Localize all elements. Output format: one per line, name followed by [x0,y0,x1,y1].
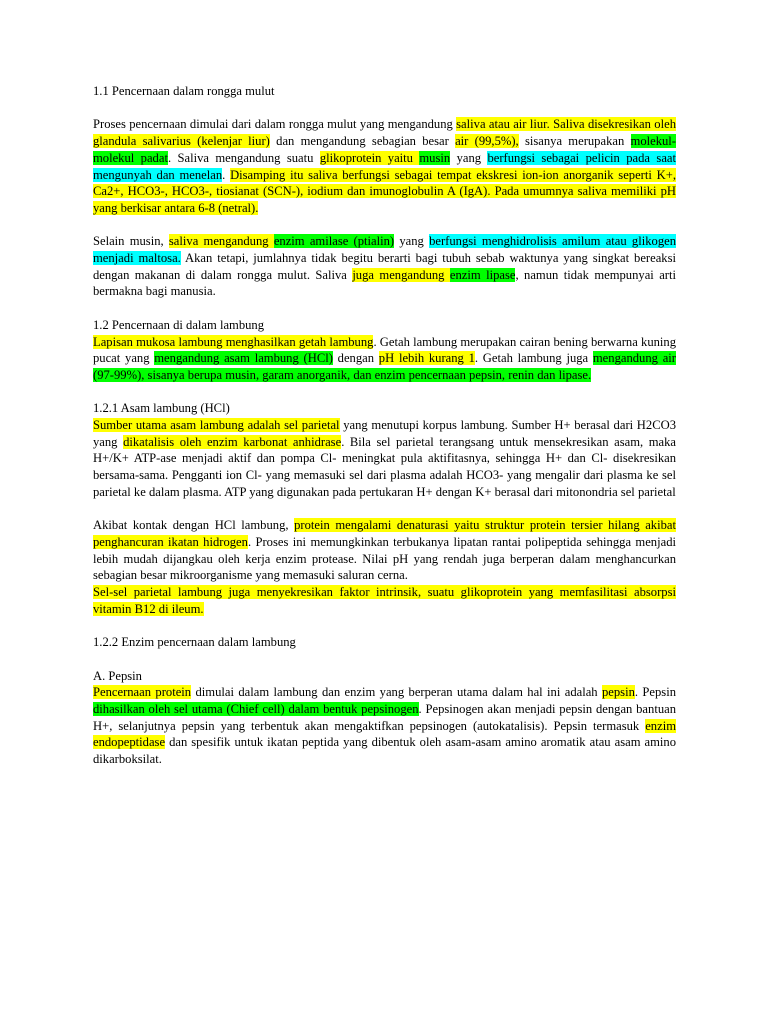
section-heading: 1.2.1 Asam lambung (HCl) [93,401,230,416]
subsection-heading: A. Pepsin [93,668,142,683]
highlighted-text: enzim endopeptidase [93,718,676,750]
paragraph-text [93,116,676,216]
highlighted-text: berfungsi sebagai pelicin pada saat mengunyah dan menelan [93,150,677,182]
section-1-2-2 [93,634,676,651]
document-page [93,83,676,784]
section-1-2 [93,317,676,384]
highlighted-text: saliva mengandung [168,234,274,249]
text-run: dimulai dalam lambung dan enzim yang berperan utama dalam hal ini adalah [191,685,602,700]
highlighted-text: pH lebih kurang 1 [378,351,475,366]
text-run: sisanya merupakan [518,134,631,149]
text-run: . Saliva mengandung suatu [167,150,320,165]
text-run: dengan [332,351,379,366]
text-run: . Bila sel parietal terangsang untuk mensekresikan asam, maka H+/K+ ATP-ase menjadi aktif dan pompa Cl- meningkat pula aktifitasnya, sehingga H+ dan Cl- disekresikan bersama-sama. Pengganti ion Cl- yang memasuki sel dari plasma adalah HCO3- yang mengalir dari plasma ke sel parietal ke dalam plasma. ATP yang digunakan pada pertukaran H+ dengan K+ berasal dari mitonondria sel parietal [93,434,676,499]
text-run: . Getah lambung merupakan cairan bening berwarna kuning pucat yang [93,334,677,366]
highlighted-text: dihasilkan oleh sel utama (Chief cell) dalam bentuk pepsinogen [93,701,419,716]
subsection-pepsin [93,668,676,768]
section-heading: 1.1 Pencernaan dalam rongga mulut [93,84,275,98]
paragraph [93,233,676,300]
text-run: Selain musin, [93,234,169,249]
text-run: Proses pencernaan dimulai dari dalam rongga mulut yang mengandung [93,117,457,132]
paragraph-text [93,233,676,300]
text-run: yang [394,234,430,249]
text-run: . Pepsin [634,685,676,700]
text-run: Akan tetapi, jumlahnya tidak begitu berarti bagi tubuh sebab waktunya yang singkat bereaksi dengan makanan di dalam rongga mulut. Saliva [93,251,676,282]
text-run: dan spesifik untuk ikatan peptida yang dibentuk oleh asam-asam amino aromatik atau asam amino dikarboksilat. [93,735,676,767]
text-run: yang [450,150,488,165]
paragraph-text [93,417,676,501]
text-run: . Proses ini memungkinkan terbukanya lipatan rantai polipeptida sehingga menjadi lebih mudah dijangkau oleh kerja enzim protease. Nilai pH yang rendah juga berperan dalam menghancurkan sebagian besar mikroorganisme yang memasuki saluran cerna. [93,534,676,583]
highlighted-text: Lapisan mukosa lambung menghasilkan getah lambung [93,334,374,349]
highlighted-text: saliva atau air liur. Saliva disekresikan oleh glandula salivarius (kelenjar liur) [93,117,676,149]
highlighted-text: molekul-molekul padat [93,134,676,165]
highlighted-text: musin [419,150,451,165]
highlighted-text: air (99,5%), [455,134,519,149]
highlighted-text: Disamping itu saliva berfungsi sebagai tempat ekskresi ion-ion anorganik seperti K+, Ca2+, HCO3-, HCO3-, tiosianat (SCN-), iodium dan imunoglobulin A (IgA). Pada umumnya saliva memiliki pH yang berkisar antara 6-8 (netral). [93,167,676,215]
paragraph-text [93,584,676,617]
text-run: . Getah lambung juga [474,351,593,366]
paragraph-text [93,517,676,584]
highlighted-text: mengandung air (97-99%), sisanya berupa musin, garam anorganik, dan enzim pencernaan pepsin, renin dan lipase. [93,351,676,382]
text-run: Akibat kontak dengan HCl lambung, [93,518,295,533]
paragraph [93,116,676,216]
highlighted-text: glikoprotein yaitu [319,150,420,165]
text-run: yang menutupi korpus lambung. Sumber H+ berasal dari H2CO3 yang [93,418,676,449]
paragraph [93,517,676,617]
highlighted-text: protein mengalami denaturasi yaitu struktur protein tersier hilang akibat penghancuran ikatan hidrogen [93,518,676,549]
paragraph-text [93,684,676,768]
section-1-1 [93,83,676,100]
text-run: . [222,167,231,182]
paragraph-text [93,334,676,384]
section-heading: 1.2.2 Enzim pencernaan dalam lambung [93,635,296,650]
highlighted-text: juga mengandung [352,267,450,282]
highlighted-text: pepsin [601,685,635,700]
section-heading: 1.2 Pencernaan di dalam lambung [93,317,265,332]
section-1-2-1 [93,400,676,500]
highlighted-text: Sumber utama asam lambung adalah sel parietal [93,418,340,432]
highlighted-text: mengandung asam lambung (HCl) [154,351,333,366]
highlighted-text: dikatalisis oleh enzim karbonat anhidrase [123,434,342,449]
highlighted-text: berfungsi menghidrolisis amilum atau glikogen menjadi maltosa. [93,234,677,265]
text-run: , namun tidak mempunyai arti bermakna bagi manusia. [93,267,676,299]
highlighted-text: Sel-sel parietal lambung juga menyekresikan faktor intrinsik, suatu glikoprotein yang memfasilitasi absorpsi vitamin B12 di ileum. [93,585,676,616]
highlighted-text: enzim lipase [449,267,516,282]
text-run: . Pepsinogen akan menjadi pepsin dengan bantuan H+, selanjutnya pepsin yang terbentuk akan mengaktifkan pepsinogen (autokatalisis). Pepsin termasuk [93,701,676,733]
highlighted-text: enzim amilase (ptialin) [273,234,395,249]
text-run: dan mengandung sebagian besar [269,134,456,149]
highlighted-text: Pencernaan protein [93,685,192,700]
